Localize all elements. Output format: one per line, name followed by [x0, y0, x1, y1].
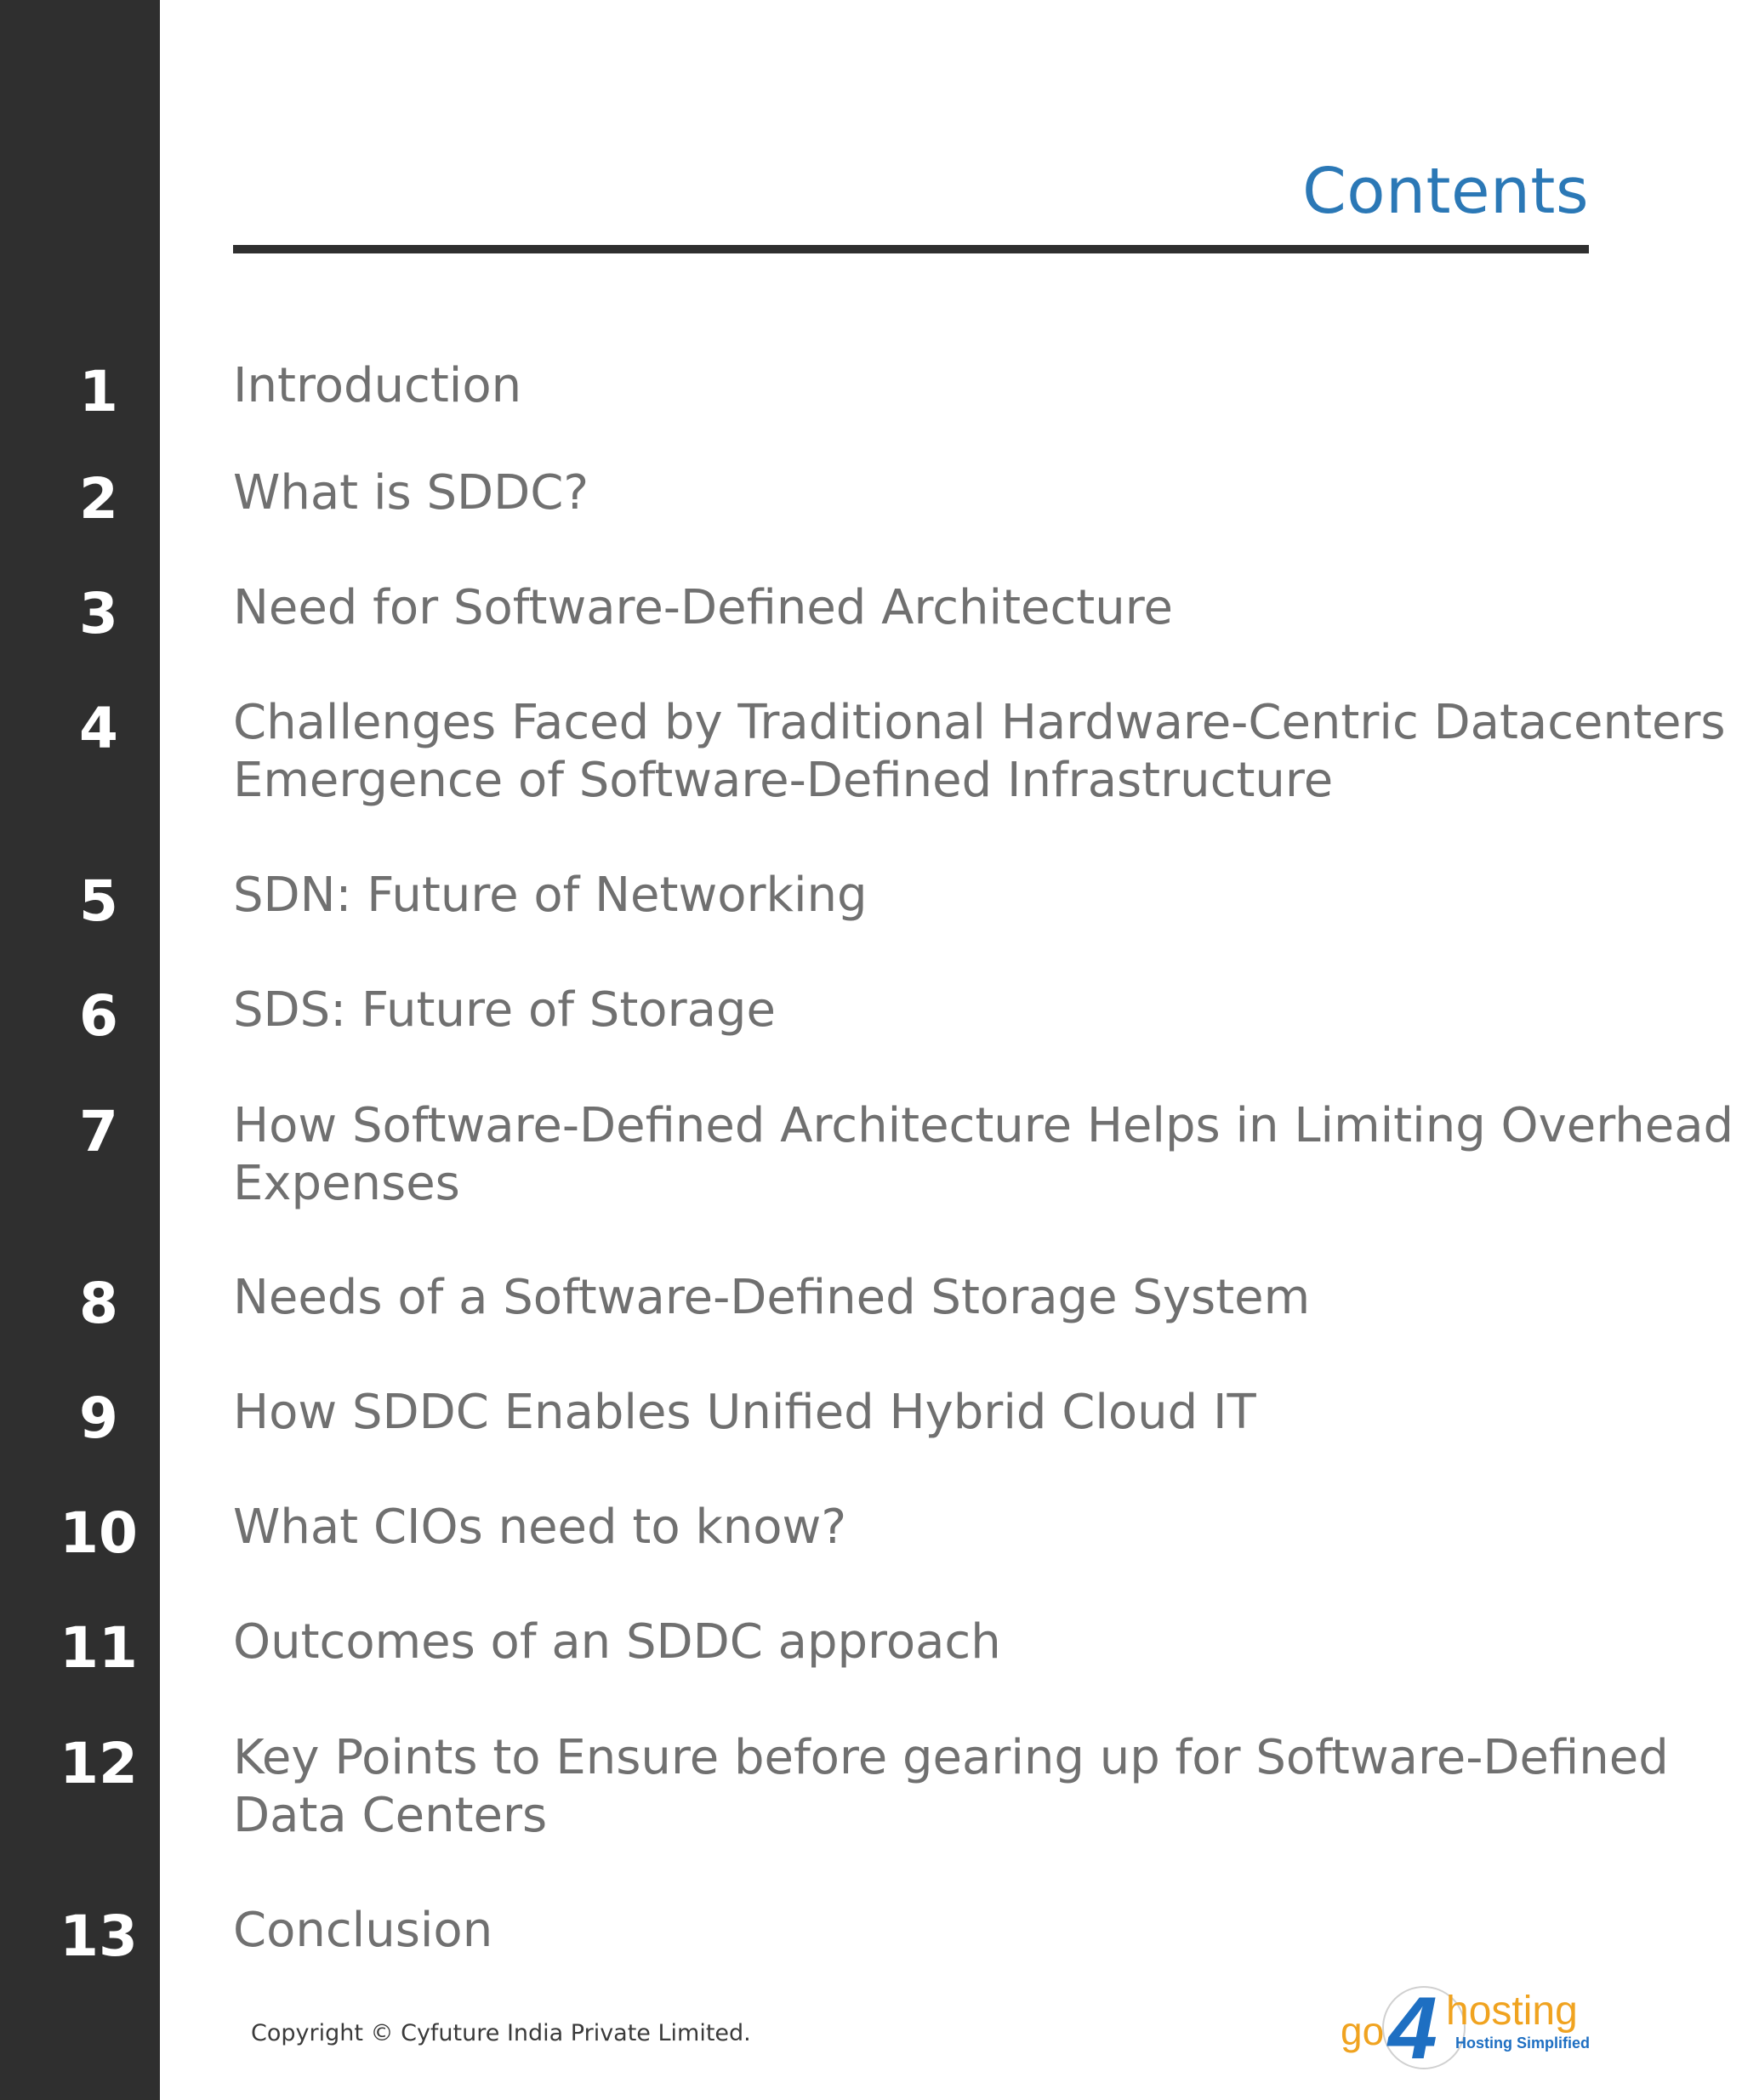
- toc-label-line: Need for Software-Defined Architecture: [233, 580, 1173, 635]
- toc-label-line: Key Points to Ensure before gearing up for Software-Defined: [233, 1730, 1669, 1785]
- toc-label: [233, 1613, 1696, 1671]
- toc-number: 11: [60, 1615, 138, 1681]
- toc-label: [233, 579, 1696, 637]
- toc-number: 5: [79, 868, 118, 934]
- page-title: Contents: [1302, 155, 1589, 228]
- toc-number: 7: [79, 1099, 118, 1164]
- toc-label-line: SDN: Future of Networking: [233, 868, 868, 923]
- toc-label: [233, 982, 1696, 1039]
- toc-label-line: Conclusion: [233, 1903, 493, 1958]
- title-divider: [233, 245, 1589, 253]
- toc-label-line: How SDDC Enables Unified Hybrid Cloud IT: [233, 1385, 1256, 1440]
- toc-number: 10: [60, 1500, 138, 1566]
- toc-label-line: What is SDDC?: [233, 465, 589, 521]
- toc-label-line: How Software-Defined Architecture Helps in Limiting Overhead: [233, 1098, 1734, 1153]
- toc-number: 3: [79, 581, 118, 646]
- toc-label: [233, 1269, 1696, 1327]
- toc-label-line: What CIOs need to know?: [233, 1500, 847, 1555]
- toc-number: 9: [79, 1386, 118, 1451]
- toc-label: [233, 1729, 1696, 1845]
- toc-label: [233, 1902, 1696, 1960]
- toc-label-line: Expenses: [233, 1156, 460, 1211]
- toc-number: 2: [79, 466, 118, 532]
- copyright-text: Copyright © Cyfuture India Private Limited.: [251, 2020, 751, 2046]
- logo-text-go: go: [1341, 2009, 1385, 2053]
- toc-number: 13: [60, 1904, 138, 1969]
- toc-label-line: Introduction: [233, 358, 522, 413]
- toc-label: [233, 694, 1726, 810]
- toc-number: 8: [79, 1271, 118, 1336]
- toc-label-line: Outcomes of an SDDC approach: [233, 1614, 1001, 1670]
- toc-label: [233, 867, 1696, 925]
- toc-label: [233, 464, 1696, 522]
- toc-label-line: Needs of a Software-Defined Storage System: [233, 1270, 1311, 1325]
- toc-number: 4: [79, 696, 118, 761]
- logo-tagline: Hosting Simplified: [1455, 2035, 1591, 2052]
- toc-label-line: Emergence of Software-Defined Infrastructure: [233, 753, 1334, 808]
- toc-label: [233, 1097, 1734, 1213]
- toc-label: [233, 1384, 1696, 1442]
- toc-number: 12: [60, 1731, 138, 1796]
- go4hosting-logo: [1341, 1980, 1596, 2082]
- toc-label-line: SDS: Future of Storage: [233, 982, 776, 1038]
- logo-text-4: 4: [1388, 1980, 1437, 2078]
- toc-label-line: Challenges Faced by Traditional Hardware-Centric Datacenters: [233, 695, 1726, 750]
- toc-label: [233, 1499, 1696, 1557]
- toc-number: 6: [79, 983, 118, 1049]
- logo-text-hosting: hosting: [1446, 1989, 1578, 2034]
- toc-label-line: Data Centers: [233, 1788, 548, 1843]
- toc-number: 1: [79, 359, 118, 424]
- toc-label: [233, 357, 1696, 415]
